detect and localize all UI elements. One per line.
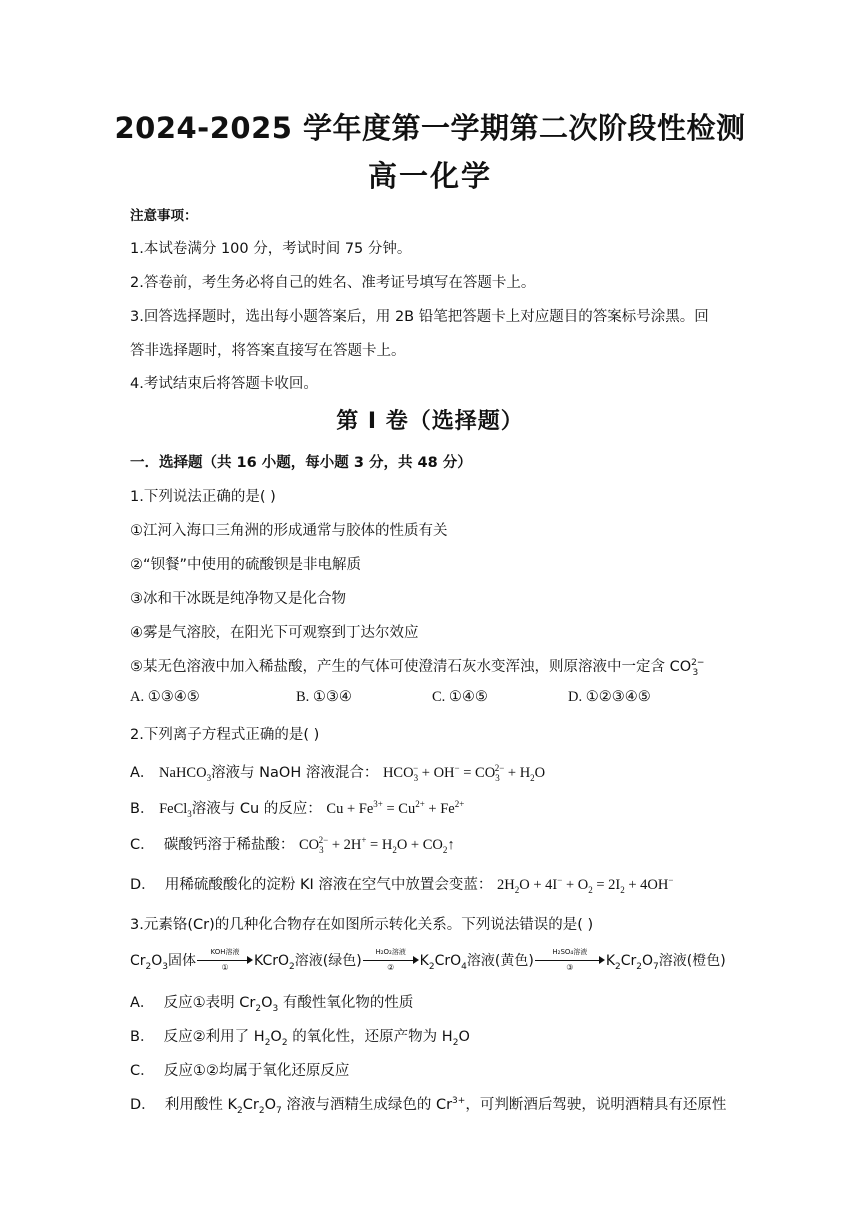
q3-option-b[interactable]: B． 反应②利用了 $H_2O_2$ 的氧化性，还原产物为 $H_2O$ — [130, 1029, 470, 1048]
q1-statement-4: ④雾是气溶胶，在阳光下可观察到丁达尔效应 — [130, 625, 419, 641]
q2-a-equation: $HCO_3^- + OH^- = CO_3^{2-} + H_2O$ — [382, 763, 546, 783]
q1-statement-1: ①江河入海口三角洲的形成通常与胶体的性质有关 — [130, 523, 448, 539]
q1-statement-2: ②“钡餐”中使用的硫酸钡是非电解质 — [130, 557, 362, 573]
notice-item-3-cont: 答非选择题时，将答案直接写在答题卡上。 — [130, 343, 406, 359]
arrow-2-icon: H₂O₂溶液 ② — [363, 954, 419, 968]
q1-option-d[interactable]: D. ①②③④⑤ — [568, 689, 651, 705]
notice-item-1: 1.本试卷满分 100 分，考试时间 75 分钟。 — [130, 241, 412, 257]
q1-option-c[interactable]: C. ①④⑤ — [432, 689, 488, 705]
q1-stem: 1.下列说法正确的是( ) — [130, 489, 276, 505]
notice-item-2: 2.答卷前，考生务必将自己的姓名、准考证号填写在答题卡上。 — [130, 275, 536, 291]
q2-option-a[interactable]: A． NaHCO$_3$溶液与 NaOH 溶液混合： $HCO_3^- + OH^- = CO_3^{2-} + H_2O$ — [130, 763, 546, 783]
q3-conversion-chain: $Cr_2O_3$固体 KOH溶液 ① KCrO$_2$溶液(绿色) H₂O₂溶液 ② $K_2CrO_4$溶液(黄色) H₂SO₄溶液 ③ $K_2Cr_2O_7$溶液(橙色) — [130, 948, 726, 972]
q1-option-a[interactable]: A. ①③④⑤ — [130, 689, 200, 705]
q1-option-b[interactable]: B. ①③④ — [296, 689, 352, 705]
q1-statement-5: ⑤某无色溶液中加入稀盐酸，产生的气体可使澄清石灰水变浑浊，则原溶液中一定含 $CO^{2-}_3$ — [130, 658, 705, 678]
notice-item-3: 3.回答选择题时，选出每小题答案后，用 2B 铅笔把答题卡上对应题目的答案标号涂黑。回 — [130, 309, 709, 325]
q2-stem: 2.下列离子方程式正确的是( ) — [130, 727, 320, 743]
q2-c-equation: $CO_3^{2-} + 2H^+ = H_2O$ + $CO_2↑$ — [298, 835, 455, 855]
arrow-1-icon: KOH溶液 ① — [197, 954, 253, 968]
part-heading: 一．选择题（共 16 小题，每小题 3 分，共 48 分） — [130, 455, 472, 471]
notice-item-4: 4.考试结束后将答题卡收回。 — [130, 376, 318, 392]
q2-b-equation: $Cu + Fe^{3+} = Cu^{2+} + Fe^{2+}$ — [326, 799, 465, 817]
q3-option-d[interactable]: D． 利用酸性 $K_2Cr_2O_7$ 溶液与酒精生成绿色的 $Cr^{3+}$，可判断酒后驾驶，说明酒精具有还原性 — [130, 1096, 727, 1116]
notice-heading: 注意事项： — [130, 208, 198, 224]
arrow-3-icon: H₂SO₄溶液 ③ — [535, 954, 605, 968]
q2-option-b[interactable]: B． FeCl$_3$溶液与 Cu 的反应： $Cu + Fe^{3+} = Cu^{2+} + Fe^{2+}$ — [130, 799, 465, 819]
subject-title: 高一化学 — [367, 159, 492, 193]
q1-statement-3: ③冰和干冰既是纯净物又是化合物 — [130, 591, 346, 607]
q3-stem: 3.元素铬(Cr)的几种化合物存在如图所示转化关系。下列说法错误的是( ) — [130, 917, 594, 933]
q3-option-a[interactable]: A． 反应①表明 $Cr_2O_3$ 有酸性氧化物的性质 — [130, 995, 414, 1014]
exam-title: 2024-2025 学年度第一学期第二次阶段性检测 — [114, 111, 746, 145]
q2-option-c[interactable]: C． 碳酸钙溶于稀盐酸： $CO_3^{2-} + 2H^+ = H_2O$ + $CO_2↑$ — [130, 835, 455, 855]
q2-option-d[interactable]: D． 用稀硫酸酸化的淀粉 KI 溶液在空气中放置会变蓝： $2H_2O + 4I^- + O_2 = 2I_2 + 4OH^-$ — [130, 875, 674, 895]
section-title: 第 I 卷（选择题） — [336, 409, 524, 434]
q2-d-equation: $2H_2O + 4I^- + O_2 = 2I_2 + 4OH^-$ — [497, 875, 674, 895]
q3-option-c[interactable]: C． 反应①②均属于氧化还原反应 — [130, 1063, 350, 1079]
